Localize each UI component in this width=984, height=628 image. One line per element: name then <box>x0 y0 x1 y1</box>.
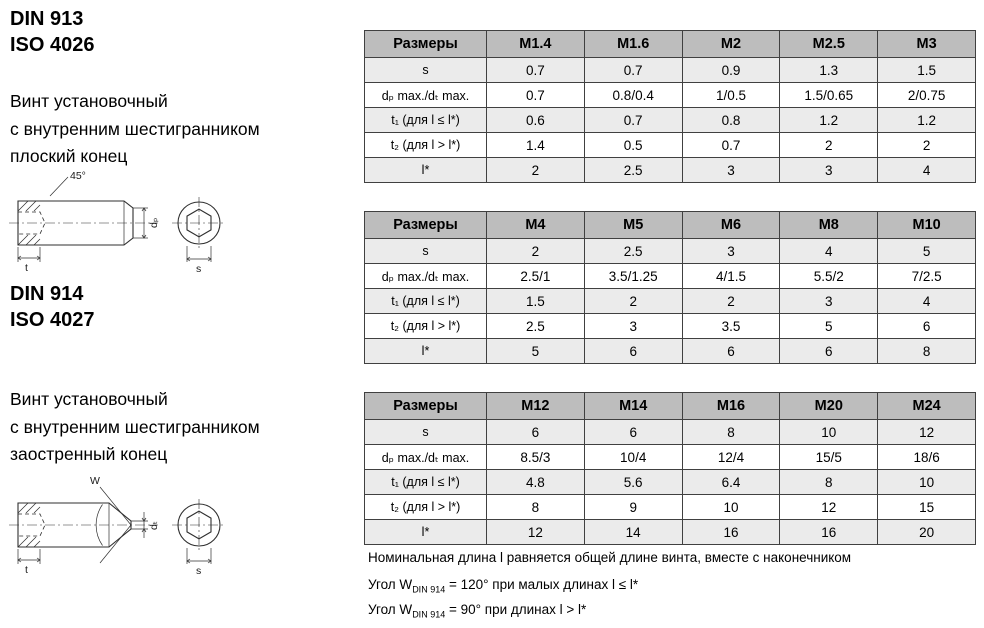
thread-size-header: M16 <box>682 393 780 420</box>
value-cell: 0.7 <box>487 83 585 108</box>
note-text: = 90° при длинах l > l* <box>445 602 587 617</box>
value-cell: 2.5 <box>584 158 682 183</box>
row-label-cell: t₂ (для l > l*) <box>365 495 487 520</box>
note-text: Угол W <box>368 602 413 617</box>
value-cell: 10 <box>878 470 976 495</box>
value-cell: 3 <box>584 314 682 339</box>
size-table-medium <box>364 211 976 364</box>
angle-90-note <box>368 602 586 620</box>
value-cell: 1.5 <box>487 289 585 314</box>
value-cell: 8.5/3 <box>487 445 585 470</box>
value-cell: 4 <box>878 158 976 183</box>
value-cell: 0.8 <box>682 108 780 133</box>
value-cell: 0.7 <box>584 58 682 83</box>
value-cell: 8 <box>487 495 585 520</box>
thread-size-header: M10 <box>878 212 976 239</box>
sizes-column-header: Размеры <box>365 393 487 420</box>
value-cell: 16 <box>780 520 878 545</box>
thread-size-header: M24 <box>878 393 976 420</box>
value-cell: 0.9 <box>682 58 780 83</box>
value-cell: 0.6 <box>487 108 585 133</box>
row-label-cell: t₂ (для l > l*) <box>365 314 487 339</box>
table-row <box>365 520 976 545</box>
iso-number: ISO 4027 <box>10 309 95 331</box>
thread-size-header: M6 <box>682 212 780 239</box>
din914-heading <box>10 281 95 333</box>
cone-angle-label: W <box>90 475 100 487</box>
value-cell: 7/2.5 <box>878 264 976 289</box>
table-row <box>365 239 976 264</box>
thread-size-header: M4 <box>487 212 585 239</box>
socket-depth-label: t <box>25 262 28 274</box>
value-cell: 1.2 <box>878 108 976 133</box>
value-cell: 5 <box>780 314 878 339</box>
value-cell: 12 <box>487 520 585 545</box>
description-line: Винт установочный <box>10 389 168 409</box>
description-line: с внутренним шестигранником <box>10 118 260 139</box>
value-cell: 16 <box>682 520 780 545</box>
value-cell: 6 <box>584 420 682 445</box>
value-cell: 5.6 <box>584 470 682 495</box>
value-cell: 10 <box>780 420 878 445</box>
value-cell: 2 <box>682 289 780 314</box>
size-table-large <box>364 392 976 545</box>
table-row <box>365 83 976 108</box>
description-line: плоский конец <box>10 146 128 166</box>
description-line: заостренный конец <box>10 444 168 464</box>
din913-description <box>10 88 260 171</box>
socket-depth-label: t <box>25 564 28 576</box>
row-label-cell: dₚ max./dₜ max. <box>365 83 487 108</box>
value-cell: 15 <box>878 495 976 520</box>
table-row <box>365 339 976 364</box>
value-cell: 3 <box>682 158 780 183</box>
value-cell: 0.7 <box>682 133 780 158</box>
table-row <box>365 495 976 520</box>
row-label-cell: t₁ (для l ≤ l*) <box>365 108 487 133</box>
value-cell: 1.3 <box>780 58 878 83</box>
size-table-small <box>364 30 976 183</box>
value-cell: 4/1.5 <box>682 264 780 289</box>
tip-diameter-label: dₜ <box>148 521 160 530</box>
row-label-cell: l* <box>365 520 487 545</box>
thread-size-header: M8 <box>780 212 878 239</box>
table-row <box>365 108 976 133</box>
value-cell: 2.5 <box>487 314 585 339</box>
value-cell: 12/4 <box>682 445 780 470</box>
description-line: Винт установочный <box>10 91 168 111</box>
row-label-cell: l* <box>365 339 487 364</box>
value-cell: 10 <box>682 495 780 520</box>
value-cell: 0.7 <box>487 58 585 83</box>
value-cell: 1.5 <box>878 58 976 83</box>
table-row <box>365 314 976 339</box>
value-cell: 12 <box>878 420 976 445</box>
value-cell: 3 <box>682 239 780 264</box>
table-row <box>365 470 976 495</box>
thread-size-header: M20 <box>780 393 878 420</box>
value-cell: 6 <box>780 339 878 364</box>
note-text: = 120° при малых длинах l ≤ l* <box>445 577 639 592</box>
din-number: DIN 914 <box>10 283 84 305</box>
value-cell: 4.8 <box>487 470 585 495</box>
row-label-cell: t₁ (для l ≤ l*) <box>365 289 487 314</box>
value-cell: 0.8/0.4 <box>584 83 682 108</box>
value-cell: 18/6 <box>878 445 976 470</box>
table-row <box>365 158 976 183</box>
table-row <box>365 133 976 158</box>
hex-size-label: s <box>196 565 202 577</box>
row-label-cell: s <box>365 58 487 83</box>
sizes-column-header: Размеры <box>365 212 487 239</box>
value-cell: 2 <box>487 158 585 183</box>
value-cell: 2 <box>584 289 682 314</box>
value-cell: 6 <box>682 339 780 364</box>
value-cell: 15/5 <box>780 445 878 470</box>
value-cell: 8 <box>780 470 878 495</box>
value-cell: 4 <box>780 239 878 264</box>
din914-description <box>10 386 260 469</box>
table-row <box>365 58 976 83</box>
sizes-column-header: Размеры <box>365 31 487 58</box>
value-cell: 1/0.5 <box>682 83 780 108</box>
value-cell: 2/0.75 <box>878 83 976 108</box>
angle-120-note <box>368 577 638 595</box>
table-header-row <box>365 212 976 239</box>
value-cell: 6.4 <box>682 470 780 495</box>
din913-heading <box>10 6 95 58</box>
thread-size-header: M1.4 <box>487 31 585 58</box>
value-cell: 3.5/1.25 <box>584 264 682 289</box>
row-label-cell: s <box>365 420 487 445</box>
thread-size-header: M2.5 <box>780 31 878 58</box>
thread-size-header: M12 <box>487 393 585 420</box>
note-subscript: DIN 914 <box>412 584 446 595</box>
row-label-cell: l* <box>365 158 487 183</box>
table-header-row <box>365 31 976 58</box>
row-label-cell: dₚ max./dₜ max. <box>365 445 487 470</box>
value-cell: 6 <box>584 339 682 364</box>
value-cell: 5.5/2 <box>780 264 878 289</box>
value-cell: 2.5/1 <box>487 264 585 289</box>
value-cell: 2 <box>878 133 976 158</box>
value-cell: 0.7 <box>584 108 682 133</box>
note-subscript: DIN 914 <box>412 609 446 620</box>
value-cell: 8 <box>682 420 780 445</box>
note-text: Угол W <box>368 577 413 592</box>
din913-technical-drawing <box>6 166 246 274</box>
value-cell: 3 <box>780 289 878 314</box>
value-cell: 9 <box>584 495 682 520</box>
row-label-cell: s <box>365 239 487 264</box>
value-cell: 20 <box>878 520 976 545</box>
table-row <box>365 420 976 445</box>
table-row <box>365 445 976 470</box>
value-cell: 12 <box>780 495 878 520</box>
thread-size-header: M2 <box>682 31 780 58</box>
nominal-length-note: Номинальная длина l равняется общей длине винта, вместе с наконечником <box>368 550 852 565</box>
value-cell: 2 <box>780 133 878 158</box>
value-cell: 2 <box>487 239 585 264</box>
chamfer-angle-label: 45° <box>70 170 86 182</box>
value-cell: 1.5/0.65 <box>780 83 878 108</box>
value-cell: 1.2 <box>780 108 878 133</box>
table-header-row <box>365 393 976 420</box>
thread-size-header: M14 <box>584 393 682 420</box>
table-row <box>365 264 976 289</box>
value-cell: 8 <box>878 339 976 364</box>
value-cell: 14 <box>584 520 682 545</box>
value-cell: 10/4 <box>584 445 682 470</box>
din-number: DIN 913 <box>10 8 84 30</box>
value-cell: 4 <box>878 289 976 314</box>
iso-number: ISO 4026 <box>10 34 95 56</box>
value-cell: 3.5 <box>682 314 780 339</box>
value-cell: 6 <box>487 420 585 445</box>
value-cell: 1.4 <box>487 133 585 158</box>
value-cell: 0.5 <box>584 133 682 158</box>
row-label-cell: t₂ (для l > l*) <box>365 133 487 158</box>
value-cell: 2.5 <box>584 239 682 264</box>
row-label-cell: dₚ max./dₜ max. <box>365 264 487 289</box>
thread-size-header: M3 <box>878 31 976 58</box>
point-diameter-label: dₚ <box>148 217 160 228</box>
row-label-cell: t₁ (для l ≤ l*) <box>365 470 487 495</box>
hex-size-label: s <box>196 263 202 274</box>
thread-size-header: M5 <box>584 212 682 239</box>
din914-technical-drawing <box>6 468 246 580</box>
value-cell: 5 <box>878 239 976 264</box>
value-cell: 3 <box>780 158 878 183</box>
table-row <box>365 289 976 314</box>
thread-size-header: M1.6 <box>584 31 682 58</box>
value-cell: 6 <box>878 314 976 339</box>
description-line: с внутренним шестигранником <box>10 416 260 437</box>
value-cell: 5 <box>487 339 585 364</box>
